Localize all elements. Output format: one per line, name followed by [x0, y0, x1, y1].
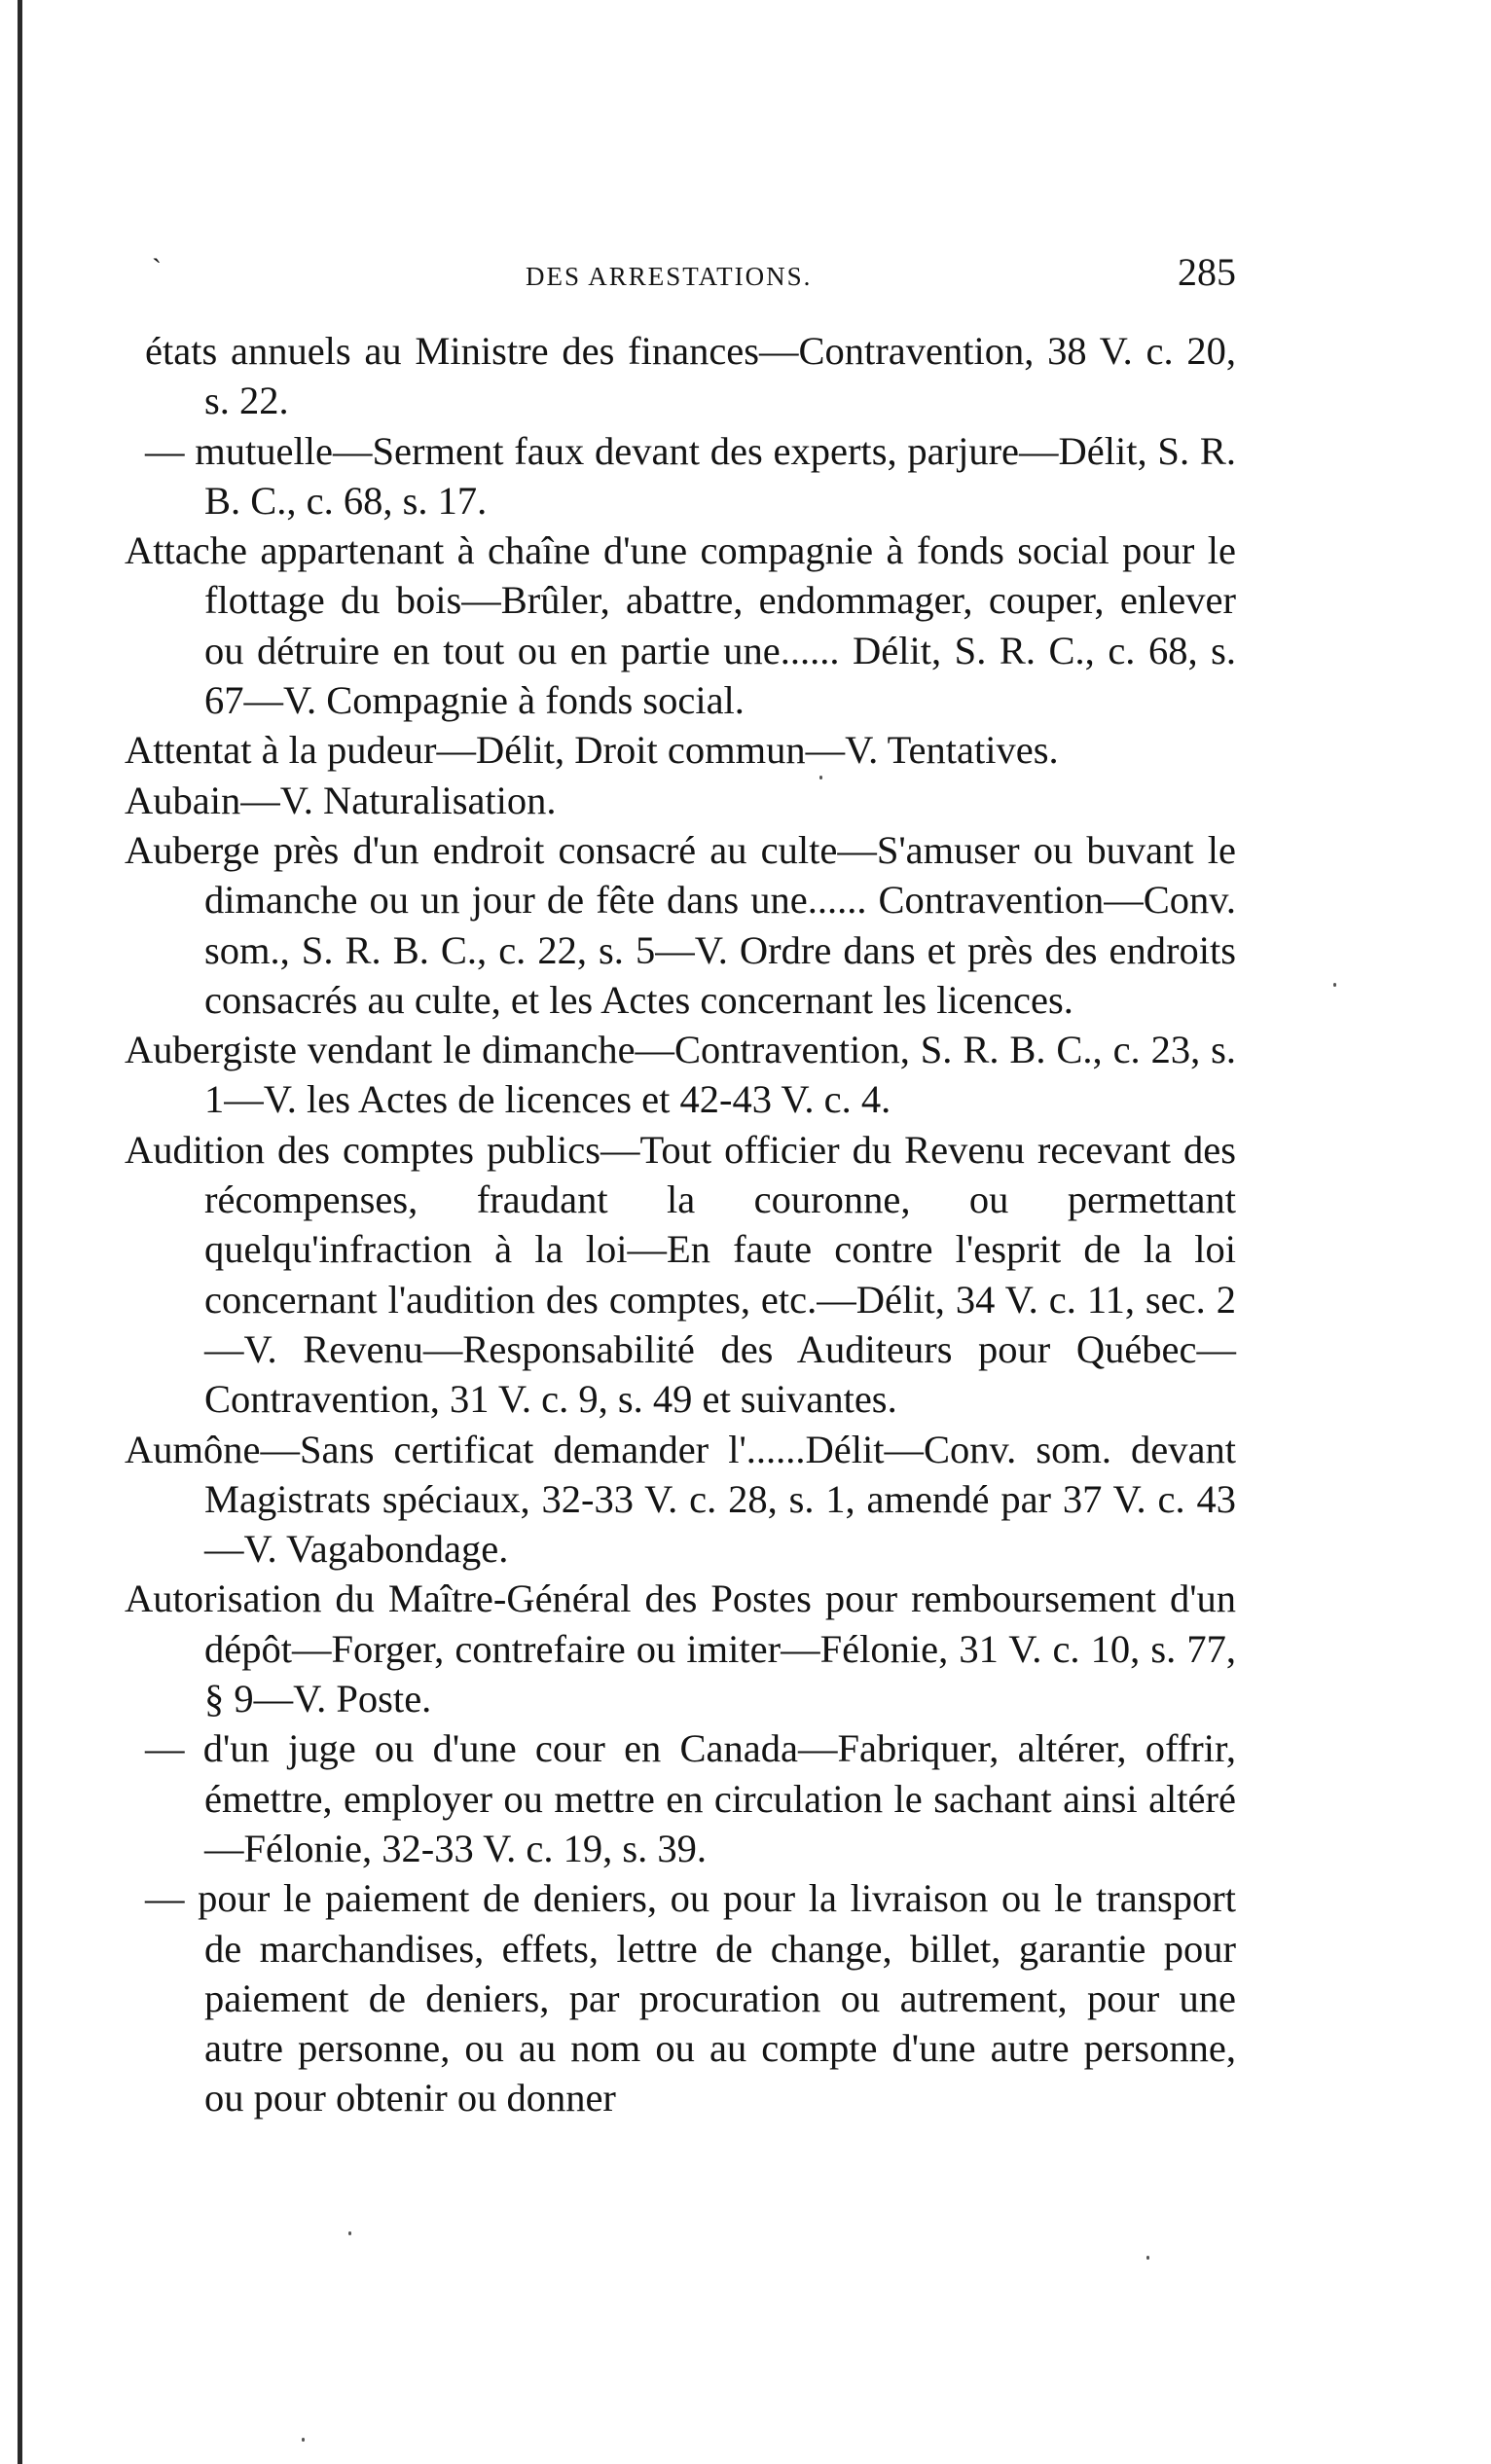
header-mark: `: [152, 253, 162, 285]
index-entry: Aubergiste vendant le dimanche—Contravention, S. R. B. C., c. 23, s. 1—V. les Actes de licences et 42-43 V. c. 4.: [125, 1028, 1236, 1122]
index-entry: Attentat à la pudeur—Délit, Droit commun—V. Tentatives.: [125, 728, 1059, 773]
page-header: [146, 251, 1236, 300]
paper-speck: [819, 776, 822, 779]
page-binding-edge: [18, 0, 22, 2464]
index-subentry: — pour le paiement de deniers, ou pour la livraison ou le transport de marchandises, effets, lettre de change, billet, garantie pour paiement de deniers, par procuration ou autrement, pour une autre personne, ou au nom ou au compte d'une autre personne, ou pour obtenir ou donner: [145, 1876, 1236, 2120]
index-entry-continuation: états annuels au Ministre des finances—Contravention, 38 V. c. 20, s. 22.: [145, 329, 1236, 423]
index-entry: Aumône—Sans certificat demander l'......Délit—Conv. som. devant Magistrats spéciaux, 32-33 V. c. 28, s. 1, amendé par 37 V. c. 43—V. Vagabondage.: [125, 1427, 1236, 1572]
paper-speck: [1146, 2256, 1149, 2260]
index-body: [125, 326, 1236, 2123]
paper-speck: [348, 2231, 351, 2235]
index-subentry: — d'un juge ou d'une cour en Canada—Fabriquer, altérer, offrir, émettre, employer ou mettre en circulation le sachant ainsi altéré—Félonie, 32-33 V. c. 19, s. 39.: [145, 1726, 1236, 1870]
page-number: 285: [1178, 250, 1236, 294]
index-entry: Attache appartenant à chaîne d'une compagnie à fonds social pour le flottage du bois—Brûler, abattre, endommager, couper, enlever ou détruire en tout ou en partie une...... Délit, S. R. C., c. 68, s. 67—V. Compagnie à fonds social.: [125, 528, 1236, 723]
index-entry: Auberge près d'un endroit consacré au culte—S'amuser ou buvant le dimanche ou un jour de fête dans une...... Contravention—Conv. som., S. R. B. C., c. 22, s. 5—V. Ordre dans et près des endroits consacrés au culte, et les Actes concernant les licences.: [125, 827, 1236, 1022]
index-entry: Audition des comptes publics—Tout officier du Revenu recevant des récompenses, fraudant la couronne, ou permettant quelqu'infraction à la loi—En faute contre l'esprit de la loi concernant l'audition des comptes, etc.—Délit, 34 V. c. 11, sec. 2—V. Revenu—Responsabilité des Auditeurs pour Québec—Contravention, 31 V. c. 9, s. 49 et suivantes.: [125, 1127, 1236, 1422]
running-head: DES ARRESTATIONS.: [526, 262, 813, 291]
paper-speck: [1333, 983, 1336, 987]
index-subentry: — mutuelle—Serment faux devant des experts, parjure—Délit, S. R. B. C., c. 68, s. 17.: [145, 428, 1236, 523]
paper-speck: [302, 2438, 305, 2442]
index-entry: Aubain—V. Naturalisation.: [125, 778, 557, 822]
index-entry: Autorisation du Maître-Général des Postes pour remboursement d'un dépôt—Forger, contrefaire ou imiter—Félonie, 31 V. c. 10, s. 77, § 9—V. Poste.: [125, 1576, 1236, 1721]
